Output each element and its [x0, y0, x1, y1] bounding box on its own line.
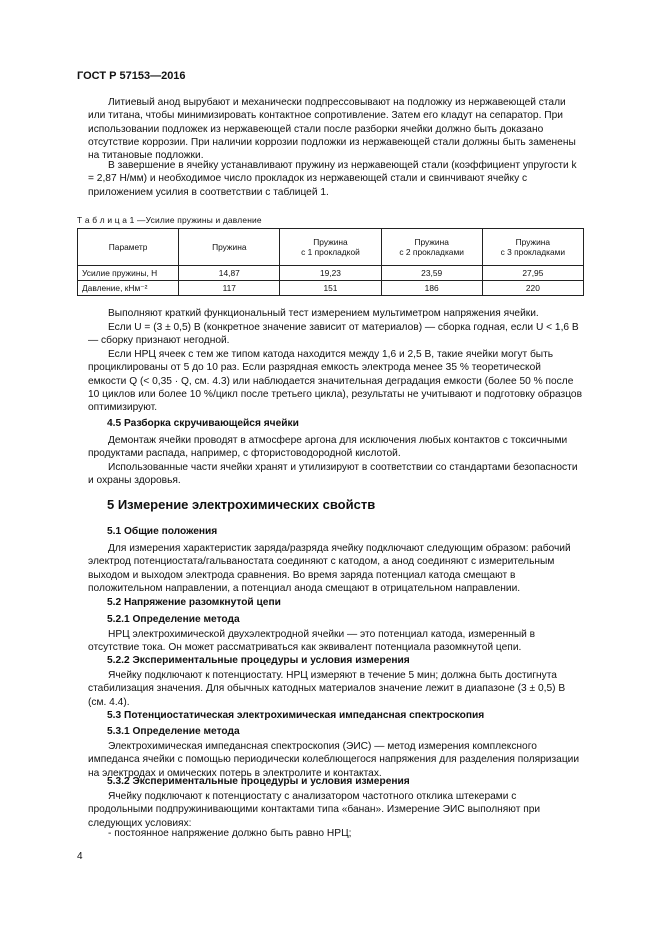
paragraph-anode: Литиевый анод вырубают и механически подпрессовывают на подложку из нержавеющей стали или титана, чтобы минимизировать контактное сопротивление. Затем его кладут на сепаратор. При использовании подложек из нержавеющей стали после разборки ячейки должно быть доказано отсутствие коррозии. При наличии коррозии подложки из нержавеющей стали должны быть заменены на титановые подложки.: [88, 97, 576, 162]
table-cell: 23,59: [381, 266, 482, 281]
table-header-row: [78, 229, 584, 266]
table-header-cell: Параметр: [78, 229, 179, 266]
section-heading-5-1: 5.1 Общие положения: [107, 526, 218, 537]
paragraph-disassembly: Демонтаж ячейки проводят в атмосфере аргона для исключения любых контактов с токсичными продуктами распада, например, с фтористоводородной кислотой.: [88, 435, 568, 460]
table-cell: Усилие пружины, Н: [78, 266, 179, 281]
section-heading-4-5: 4.5 Разборка скручивающейся ячейки: [107, 418, 299, 429]
paragraph-general: Для измерения характеристик заряда/разряда ячейку подключают следующим образом: рабочий электрод потенциостата/гальваностата соединяют с катодом, а анод соединяют с измерительным выходом и выходом электрода сравнения. Во время заряда потенциал катода смещают в положительном направлении, а потенциал анода смещают в отрицательном направлении.: [88, 543, 571, 594]
table-cell: 27,95: [482, 266, 583, 281]
section-heading-5-2-1: 5.2.1 Определение метода: [107, 614, 240, 625]
table-header-cell: Пружина: [179, 229, 280, 266]
table-caption: Т а б л и ц а 1 —Усилие пружины и давление: [77, 215, 262, 225]
table-row: [78, 281, 584, 296]
table-cell: 19,23: [280, 266, 381, 281]
spring-force-table: [77, 228, 584, 296]
section-heading-5-3: 5.3 Потенциостатическая электрохимическая импедансная спектроскопия: [107, 710, 485, 721]
paragraph-eis-procedure: Ячейку подключают к потенциостату с анализатором частотного отклика штекерами с продольными подпружинивающими контактами типа «банан». Измерение ЭИС выполняют при следующих условиях:: [88, 791, 541, 829]
page-number: 4: [77, 851, 83, 862]
table-cell: 14,87: [179, 266, 280, 281]
section-heading-5-3-1: 5.3.1 Определение метода: [107, 726, 240, 737]
table-header-cell: Пружина с 1 прокладкой: [280, 229, 381, 266]
section-heading-5: 5 Измерение электрохимических свойств: [107, 497, 376, 512]
paragraph-cycling: Если НРЦ ячеек с тем же типом катода находится между 1,6 и 2,5 В, такие ячейки могут быть проциклированы от 5 до 10 раз. Если разрядная емкость электрода менее 35 % теоретической емкости Q (< 0,35 · Q, см. 4.3) или наблюдается значительная деградация емкости (более 50 % после 10 циклов или более 10 %/цикл после третьего цикла), результаты не учитывают и подготовку образцов оптимизируют.: [88, 349, 583, 414]
section-heading-5-3-2: 5.3.2 Экспериментальные процедуры и условия измерения: [107, 776, 410, 787]
table-cell: 151: [280, 281, 381, 296]
paragraph-test: Выполняют краткий функциональный тест измерением мультиметром напряжения ячейки.: [108, 308, 539, 319]
section-heading-5-2-2: 5.2.2 Экспериментальные процедуры и условия измерения: [107, 655, 410, 666]
paragraph-spring: В завершение в ячейку устанавливают пружину из нержавеющей стали (коэффициент упругости k = 2,87 Н/мм) и необходимое число прокладок из нержавеющей стали и свинчивают ячейку с приложением усилия в соответствии с таблицей 1.: [88, 160, 577, 198]
paragraph-voltage: Если U = (3 ± 0,5) В (конкретное значение зависит от материалов) — сборка годная, если U < 1,6 В — сборку признают негодной.: [88, 322, 579, 347]
paragraph-ocv-definition: НРЦ электрохимической двухэлектродной ячейки — это потенциал катода, измеренный в отсутствие тока. Он может рассматриваться как эквивалент потенциала разомкнутой цепи.: [88, 629, 536, 654]
document-header: ГОСТ Р 57153—2016: [77, 70, 186, 82]
paragraph-disposal: Использованные части ячейки хранят и утилизируют в соответствии со стандартами безопасности и охраны здоровья.: [88, 462, 578, 487]
table-row: [78, 266, 584, 281]
table-header-cell: Пружина с 2 прокладками: [381, 229, 482, 266]
table-cell: 220: [482, 281, 583, 296]
table-cell: 186: [381, 281, 482, 296]
paragraph-ocv-procedure: Ячейку подключают к потенциостату. НРЦ измеряют в течение 5 мин; должна быть достигнута стабилизация значения. Для обычных катодных материалов значение лежит в диапазоне (3 ± 0,5) В (см. 4.4).: [88, 670, 566, 708]
list-item: - постоянное напряжение должно быть равно НРЦ;: [108, 828, 352, 839]
paragraph-eis-definition: Электрохимическая импедансная спектроскопия (ЭИС) — метод измерения комплексного импеданса ячейки с помощью периодически колеблющегося напряжения для разделения поляризации на электродах и омических потерь в электролите и контактах.: [88, 741, 580, 779]
table-header-cell: Пружина с 3 прокладками: [482, 229, 583, 266]
section-heading-5-2: 5.2 Напряжение разомкнутой цепи: [107, 597, 281, 608]
table-cell: 117: [179, 281, 280, 296]
table-cell: Давление, кНм⁻²: [78, 281, 179, 296]
